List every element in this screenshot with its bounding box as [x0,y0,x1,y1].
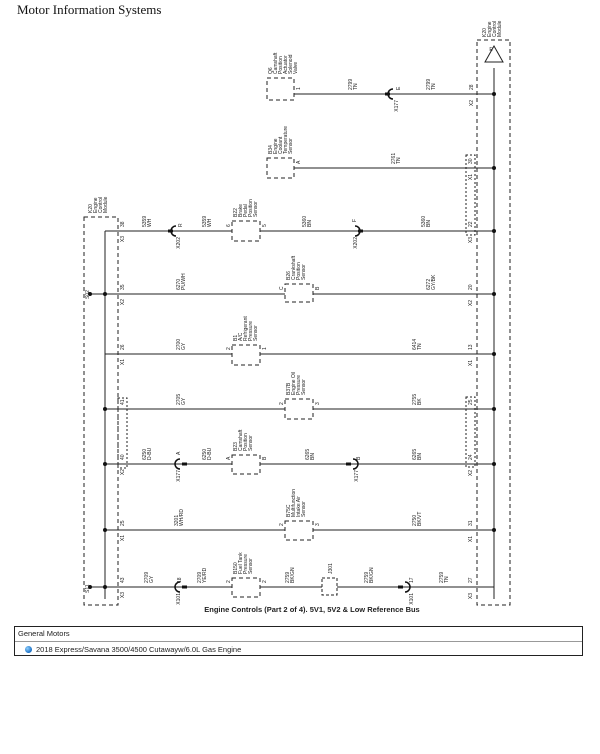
wire-label: 28 [469,84,475,90]
diagram-caption: Engine Controls (Part 2 of 4). 5V1, 5V2 & Low Reference Bus [204,605,420,614]
component-name: Actuator [283,55,289,74]
wire-label: 2709 [144,571,150,583]
wire-label: C [279,286,285,290]
wire-label: X1 [120,535,126,542]
component-name: Sensor [248,558,254,574]
wire-label: X1 [468,536,474,543]
wire-label: WH [207,218,213,227]
component-name: Pressure [248,320,254,341]
module-name: Engine [487,21,493,37]
wire-label: B [315,286,321,290]
component-name: Sensor [301,379,307,395]
wire-label: 25 [120,520,126,526]
wire-label: 6265 [305,448,311,460]
wire-label: PU/WH [181,273,187,290]
component-name: Crankshaft [291,255,297,280]
wire-label: R [178,223,184,227]
wire-label: A [296,160,302,164]
wire-label: 6272 [426,278,432,290]
wire-label: TN [417,343,423,350]
wire-label: B [356,456,362,460]
component-q6 [267,78,294,100]
splice-j301 [322,578,337,595]
wire-label: BK/VT [417,511,423,526]
wire-label: 2709 [197,571,203,583]
wire-label: 26 [120,344,126,350]
wire-label: 6270 [176,278,182,290]
wire-label: X2 [468,300,474,307]
component-name: Position [296,262,302,280]
wire-label: E [396,86,402,90]
wire-label: X1 [468,360,474,367]
component-name: A/C [238,332,244,341]
wire-label: B [262,456,268,460]
wire-label: X177 [394,100,400,112]
module-symbol: E [489,47,493,53]
wire-label: 5359 [142,215,148,227]
wire-label: X101 [409,593,415,605]
wire-label: YE/RD [202,567,208,583]
wire-label: X202 [176,237,182,249]
wire-label: BN [310,453,316,460]
component-name: Refrigerant [243,316,249,341]
wire-label: 2750 [412,514,418,526]
component-b150 [232,578,260,597]
component-name: Engine [273,138,279,154]
wire-label: TN [353,83,359,90]
wire-label: X3 [468,237,474,244]
component-name: Sensor [253,201,259,217]
wire-label: 17 [409,577,415,583]
component-b26 [285,284,313,302]
component-name: Fuel Tank [238,552,244,574]
wire-label: TN [444,576,450,583]
component-name: Sensor [301,264,307,280]
component-name: Coolant [278,136,284,154]
wire-label: A [176,451,182,455]
wire-label: X177 [354,470,360,482]
wire-label: 35 [120,284,126,290]
wire-label: 6250 [202,448,208,460]
wire-label: 27 [468,577,474,583]
component-b75c [285,521,313,540]
component-name: Pedal [243,204,249,217]
wire-label: 1 [296,87,302,90]
component-name: Engine Oil [291,371,297,395]
module-name: Module [497,20,503,37]
wire-label: BK/GN [369,567,375,583]
component-label-b1: B1 [233,334,239,341]
wire-label: F [352,218,358,222]
component-name: Sensor [253,325,259,341]
component-name: Temperature [283,125,289,154]
component-b1 [232,345,260,365]
component-name: Valve [293,61,299,74]
wire-label: TN [396,157,402,164]
vehicle-row[interactable] [15,642,582,657]
wire-label: BN [307,220,313,227]
wire-label: 6250 [142,448,148,460]
component-label-b22: B22 [233,208,239,217]
wire-label: X3 [468,593,474,600]
wire-label: 40 [120,454,126,460]
wire-label: 6265 [412,448,418,460]
wire-label: 6 [226,224,232,227]
wire-label: X3 [120,592,126,599]
wire-label: 38 [120,221,126,227]
wire-label: 31 [468,520,474,526]
component-label-b26: B26 [286,271,292,280]
wire-label: 6414 [412,338,418,350]
wire-label: X2 [120,469,126,476]
wire-label: 18 [177,577,183,583]
component-name: Intake Air [296,496,302,517]
wire-label: 2 [279,523,285,526]
component-name: Multifunction [291,488,297,517]
globe-icon [25,646,32,653]
wire-label: 5 [262,224,268,227]
left-module-label: K20 [88,204,94,213]
wire-label: 2 [226,347,232,350]
wire-label: X1 [468,174,474,181]
wire-label: 41 [120,399,126,405]
wire-label: 2761 [391,152,397,164]
component-name: Position [248,199,254,217]
component-name: Pressure [243,553,249,574]
wire-label: 5359 [202,215,208,227]
vehicle-info-panel [14,626,583,656]
wire-label: GY [181,342,187,350]
left-ecm-module-box [84,217,118,605]
wire-label: 2799 [348,78,354,90]
wire-label: D-BU [207,447,213,460]
component-name: Brake [238,203,244,217]
wire-label: D-BU [147,447,153,460]
wire-label: BN [426,220,432,227]
wire-label: X1 [120,359,126,366]
component-b34 [267,158,294,178]
wire-label: X2 [469,100,475,107]
wire-label: 2759 [439,571,445,583]
wire-label: 2700 [176,338,182,350]
manufacturer-label: General Motors [15,627,582,642]
module-name: Engine [93,197,99,213]
component-b22 [232,221,260,241]
wire-label: BK/GN [290,567,296,583]
wire-label: 2755 [412,393,418,405]
wire-label: 24 [468,454,474,460]
splice-j301-label: J301 [328,563,334,574]
component-name: Sensor [288,138,294,154]
wire-label: WH/RD [179,509,185,526]
wire-label: 2799 [426,78,432,90]
component-name: Sensor [301,501,307,517]
wire-label: 5360 [421,215,427,227]
wire-label: 2 [262,580,268,583]
wire-label: BK [417,398,423,405]
component-label-q6: Q6 [268,67,274,74]
component-name: Sensor [248,435,254,451]
component-b37b [285,399,313,419]
component-name: Camshaft [273,52,279,74]
wire-label: A [226,456,232,460]
wire-label: 30 [468,158,474,164]
component-name: Solenoid [288,54,294,74]
wire-label: BN [417,453,423,460]
wire-label: 3 [315,523,321,526]
wire-label: GY/BK [431,274,437,290]
wire-label: GY [149,575,155,583]
wire-label: 13 [468,344,474,350]
component-label-b23: B23 [233,442,239,451]
component-name: Position [278,56,284,74]
component-label-b75c: B75C [286,504,292,517]
splice-s11-label: S11 [85,584,91,593]
wire-label: 3 [315,402,321,405]
wire-label: 20 [468,284,474,290]
vehicle-label: 2018 Express/Savana 3500/4500 Cutawayw/6.0L Gas Engine [36,645,242,654]
component-name: Position [243,433,249,451]
wire-label: X3 [120,236,126,243]
wire-label: X202 [353,237,359,249]
component-b23 [232,455,260,474]
component-label-b150: B150 [233,562,239,574]
wire-label: 25 [468,399,474,405]
wire-label: X2 [468,470,474,477]
wire-label: 2759 [364,571,370,583]
wire-label: 2 [226,580,232,583]
splice-s02-label: S02 [85,290,91,299]
wire-label: X101 [176,593,182,605]
wire-label: WH [147,218,153,227]
component-name: Pressure [296,374,302,395]
wire-label: 43 [120,577,126,583]
wire-label: 2 [279,402,285,405]
module-name: Control [492,20,498,37]
wire-label: X177 [176,470,182,482]
wire-label: 2759 [285,571,291,583]
right-module-label: K20 [482,28,488,37]
wire-label: 5360 [302,215,308,227]
wire-label: 22 [468,221,474,227]
wire-label: 1 [262,347,268,350]
wire-label: X2 [120,299,126,306]
component-label-b34: B34 [268,145,274,154]
module-name: Module [103,196,109,213]
wire-label: TN [431,83,437,90]
component-label-b37b: B37B [286,382,292,395]
wire-label: 2705 [176,393,182,405]
component-name: Camshaft [238,429,244,451]
page-title: Motor Information Systems [17,2,162,17]
wire-label: GY [181,397,187,405]
module-name: Control [98,196,104,213]
wire-label: 3201 [174,514,180,526]
